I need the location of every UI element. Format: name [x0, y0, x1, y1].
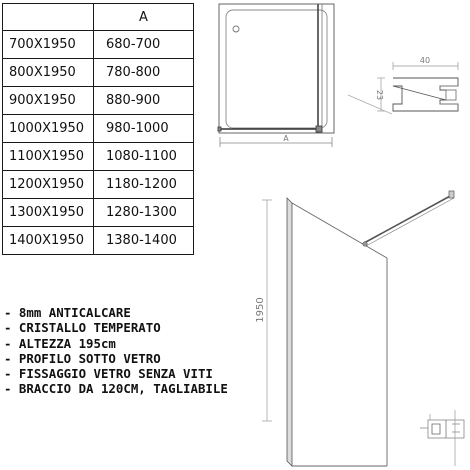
table-cell-size: 1200X1950 [3, 171, 94, 199]
table-cell-range: 1280-1300 [94, 199, 194, 227]
plan-tray-outline [219, 4, 334, 133]
table-cell-size: 900X1950 [3, 87, 94, 115]
table-cell-size: 1300X1950 [3, 199, 94, 227]
feature-item: - CRISTALLO TEMPERATO [4, 320, 161, 336]
elevation-view [262, 191, 454, 466]
table-cell-range: 980-1000 [94, 115, 194, 143]
support-arm [364, 195, 452, 243]
profile-width-label: 40 [419, 56, 431, 65]
feature-item: - 8mm ANTICALCARE [4, 305, 131, 320]
glass-top-edge [292, 203, 387, 258]
table-header-cell: A [94, 4, 194, 31]
feature-item: - FISSAGGIO VETRO SENZA VITI [4, 366, 213, 382]
plan-wall-block [218, 127, 221, 131]
plan-corner-block [316, 126, 322, 132]
profile-leader-line [348, 95, 392, 114]
profile-channel [446, 90, 456, 100]
glass-edge-profile [287, 198, 292, 466]
height-label: 1950 [255, 297, 266, 323]
table-cell-range: 1080-1100 [94, 143, 194, 171]
feature-item: - PROFILO SOTTO VETRO [4, 350, 161, 366]
plan-view [218, 4, 334, 147]
table-cell-range: 680-700 [94, 31, 194, 59]
profile-depth-label: 23 [375, 89, 384, 101]
table-cell-range: 1380-1400 [94, 227, 194, 255]
table-cell-size: 1400X1950 [3, 227, 94, 255]
table-cell-range: 780-800 [94, 59, 194, 87]
bottom-profile-detail [420, 410, 464, 466]
table-cell-range: 880-900 [94, 87, 194, 115]
table-cell-size: 700X1950 [3, 31, 94, 59]
table-cell-range: 1180-1200 [94, 171, 194, 199]
arm-glass-clamp [363, 242, 367, 246]
plan-drain [233, 26, 239, 32]
profile-shape [393, 78, 458, 111]
arm-wall-bracket [449, 191, 454, 198]
feature-item: - BRACCIO DA 120CM, TAGLIABILE [4, 381, 228, 397]
feature-item: - ALTEZZA 195cm [4, 335, 116, 351]
table-cell-size: 1100X1950 [3, 143, 94, 171]
profile-section [348, 62, 458, 114]
plan-tray-inner [226, 10, 327, 128]
table-cell-size: 800X1950 [3, 59, 94, 87]
table-cell-size: 1000X1950 [3, 115, 94, 143]
plan-width-label: A [283, 134, 289, 143]
